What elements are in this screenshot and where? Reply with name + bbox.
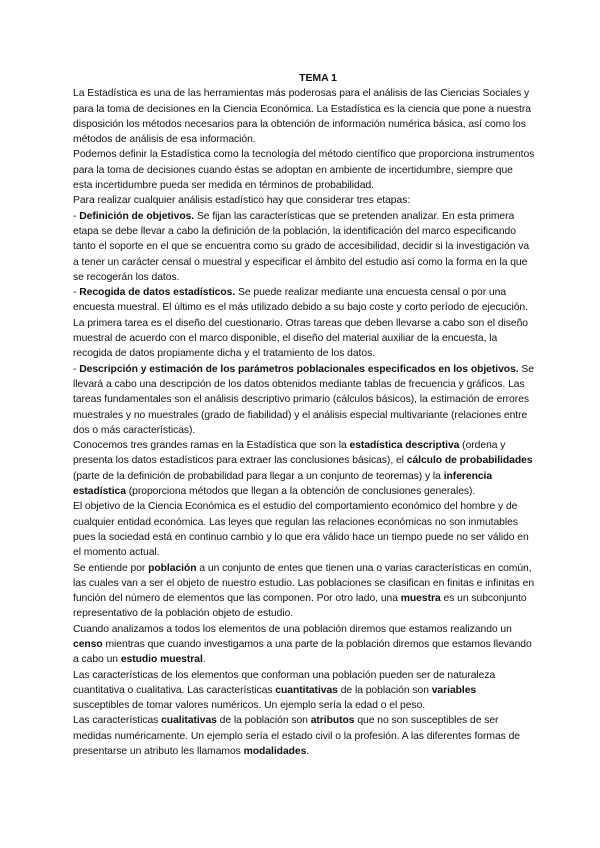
term-statistical-inference: inferencia estadística — [73, 470, 493, 498]
term-modalities: modalidades — [243, 746, 307, 758]
stage-text: Se llevará a cabo una descripción de los datos obtenidos mediante tablas de frecuencia y gráficos. Las tareas fundamentales son el análisis descriptivo primario (cálculos básicos), la estimación de errores muestrales y no muestrales (grado de fiabilidad) y el análisis especial multivariante (relaciones entre dos o más características). — [73, 363, 534, 436]
term-sample: muestra — [400, 593, 441, 605]
text-run: de la población son — [337, 684, 432, 696]
term-quantitative: cuantitativas — [275, 684, 338, 696]
text-run: . — [306, 746, 310, 758]
stage-objectives — [73, 209, 535, 285]
paragraph-branches — [73, 438, 535, 499]
text-run: (ordena y presenta los datos estadísticos para extraer las conclusiones básicas), el — [73, 440, 506, 467]
stage-term: Recogida de datos estadísticos. — [79, 287, 236, 299]
text-run: de la población son — [216, 715, 311, 727]
text-run: Las características — [73, 715, 162, 727]
paragraph-characteristics — [73, 668, 535, 714]
term-probability-calculus: cálculo de probabilidades — [406, 455, 533, 467]
text-run: susceptibles de tomar valores numéricos. Un ejemplo sería la edad o el peso. — [73, 700, 426, 712]
text-run: mientras que cuando investigamos a una parte de la población diremos que estamos llevando a cabo un — [73, 638, 532, 666]
stage-description-estimation — [73, 362, 535, 438]
paragraph-definition: Podemos definir la Estadística como la tecnología del método científico que proporciona instrumentos para la toma de decisiones cuando éstas se adoptan en ambiente de incertidumbre, siempre que esta incertidumbre pueda ser medida en términos de probabilidad. — [73, 149, 535, 192]
paragraph-census — [73, 622, 535, 668]
term-population: población — [148, 562, 197, 574]
page-title: TEMA 1 — [299, 72, 337, 84]
paragraph-intro: La Estadística es una de las herramientas más poderosas para el análisis de las Ciencias Sociales y para la toma de decisiones en la Ciencia Económica. La Estadística es la ciencia que pone a nuestra disposición los métodos necesarios para la obtención de información numérica básica, así como los métodos de análisis de esa información. — [73, 88, 531, 146]
term-qualitative: cualitativas — [161, 715, 217, 727]
paragraph-population — [73, 561, 535, 622]
term-descriptive-statistics: estadística descriptiva — [349, 440, 460, 452]
term-variables: variables — [431, 684, 477, 696]
stage-dash: - — [73, 363, 80, 375]
stage-text: Se fijan las características que se pretenden analizar. En esta primera etapa se debe llevar a cabo la definición de la población, la identificación del marco especificando tanto el soporte en el que se encuentra como su grado de accesibilidad, decidir si la investigación va a tener un carácter censal o muestral y especificar el ámbito del estudio así como la forma en la que se recogerán los datos. — [73, 210, 530, 283]
text-run: Se entiende por — [73, 562, 149, 574]
paragraph-economic-science: El objetivo de la Ciencia Económica es el estudio del comportamiento económico del hombre y de cualquier entidad económica. Las leyes que regulan las relaciones económicas no son inmutables pues la sociedad está en continuo cambio y lo que era válido hace un tiempo puede no ser válido en el momento actual. — [73, 501, 529, 559]
stage-dash: - — [73, 287, 80, 299]
stage-term: Definición de objetivos. — [79, 210, 195, 222]
text-run: Cuando analizamos a todos los elementos de una población diremos que estamos realizando un — [73, 623, 512, 635]
stage-dash: - — [73, 210, 80, 222]
text-run: es un subconjunto representativo de la población objeto de estudio. — [73, 593, 527, 620]
term-attributes: atributos — [310, 715, 355, 727]
document-body — [73, 71, 535, 759]
paragraph-qualitative — [73, 713, 535, 759]
text-run: que no son susceptibles de ser medidas numéricamente. Un ejemplo sería el estado civil o la profesión. A las diferentes formas de presentarse un atributo les llamamos — [73, 715, 521, 758]
stage-text: Se puede realizar mediante una encuesta censal o por una encuesta muestral. El último es el más utilizado debido a su bajo coste y corto período de ejecución. La primera tarea es el diseño del cuestionario. Otras tareas que deben llevarse a cabo son el diseño muestral de acuerdo con el marco disponible, el diseño del material auxiliar de la encuesta, la recogida de datos propiamente dicha y el tratamiento de los datos. — [73, 287, 529, 360]
text-run: a un conjunto de entes que tienen una o varias características en común, las cuales van a ser el objeto de nuestro estudio. Las poblaciones se clasifican en finitas e infinitas en función del número de elementos que las componen. Por otro lado, una — [73, 562, 535, 605]
term-sample-study: estudio muestral — [120, 654, 203, 666]
text-run: Las características — [184, 684, 276, 696]
text-run: . — [202, 654, 206, 666]
text-run: (proporciona métodos que llegan a la obtención de conclusiones generales). — [125, 486, 476, 498]
stage-data-collection — [73, 285, 535, 361]
text-run: Las características de los elementos que conforman una población pueden ser de naturaleza cuantitativa o cualitativa. — [73, 669, 496, 696]
paragraph-stages-intro: Para realizar cualquier análisis estadístico hay que considerar tres etapas: — [73, 195, 411, 207]
stage-term: Descripción y estimación de los parámetros poblacionales especificados en los objetivos. — [79, 363, 519, 375]
term-census: censo — [73, 638, 103, 650]
text-run: (parte de la definición de probabilidad para llegar a un conjunto de teoremas) y la — [73, 470, 444, 482]
text-run: Conocemos tres grandes ramas en la Estadística que son la — [73, 440, 350, 452]
